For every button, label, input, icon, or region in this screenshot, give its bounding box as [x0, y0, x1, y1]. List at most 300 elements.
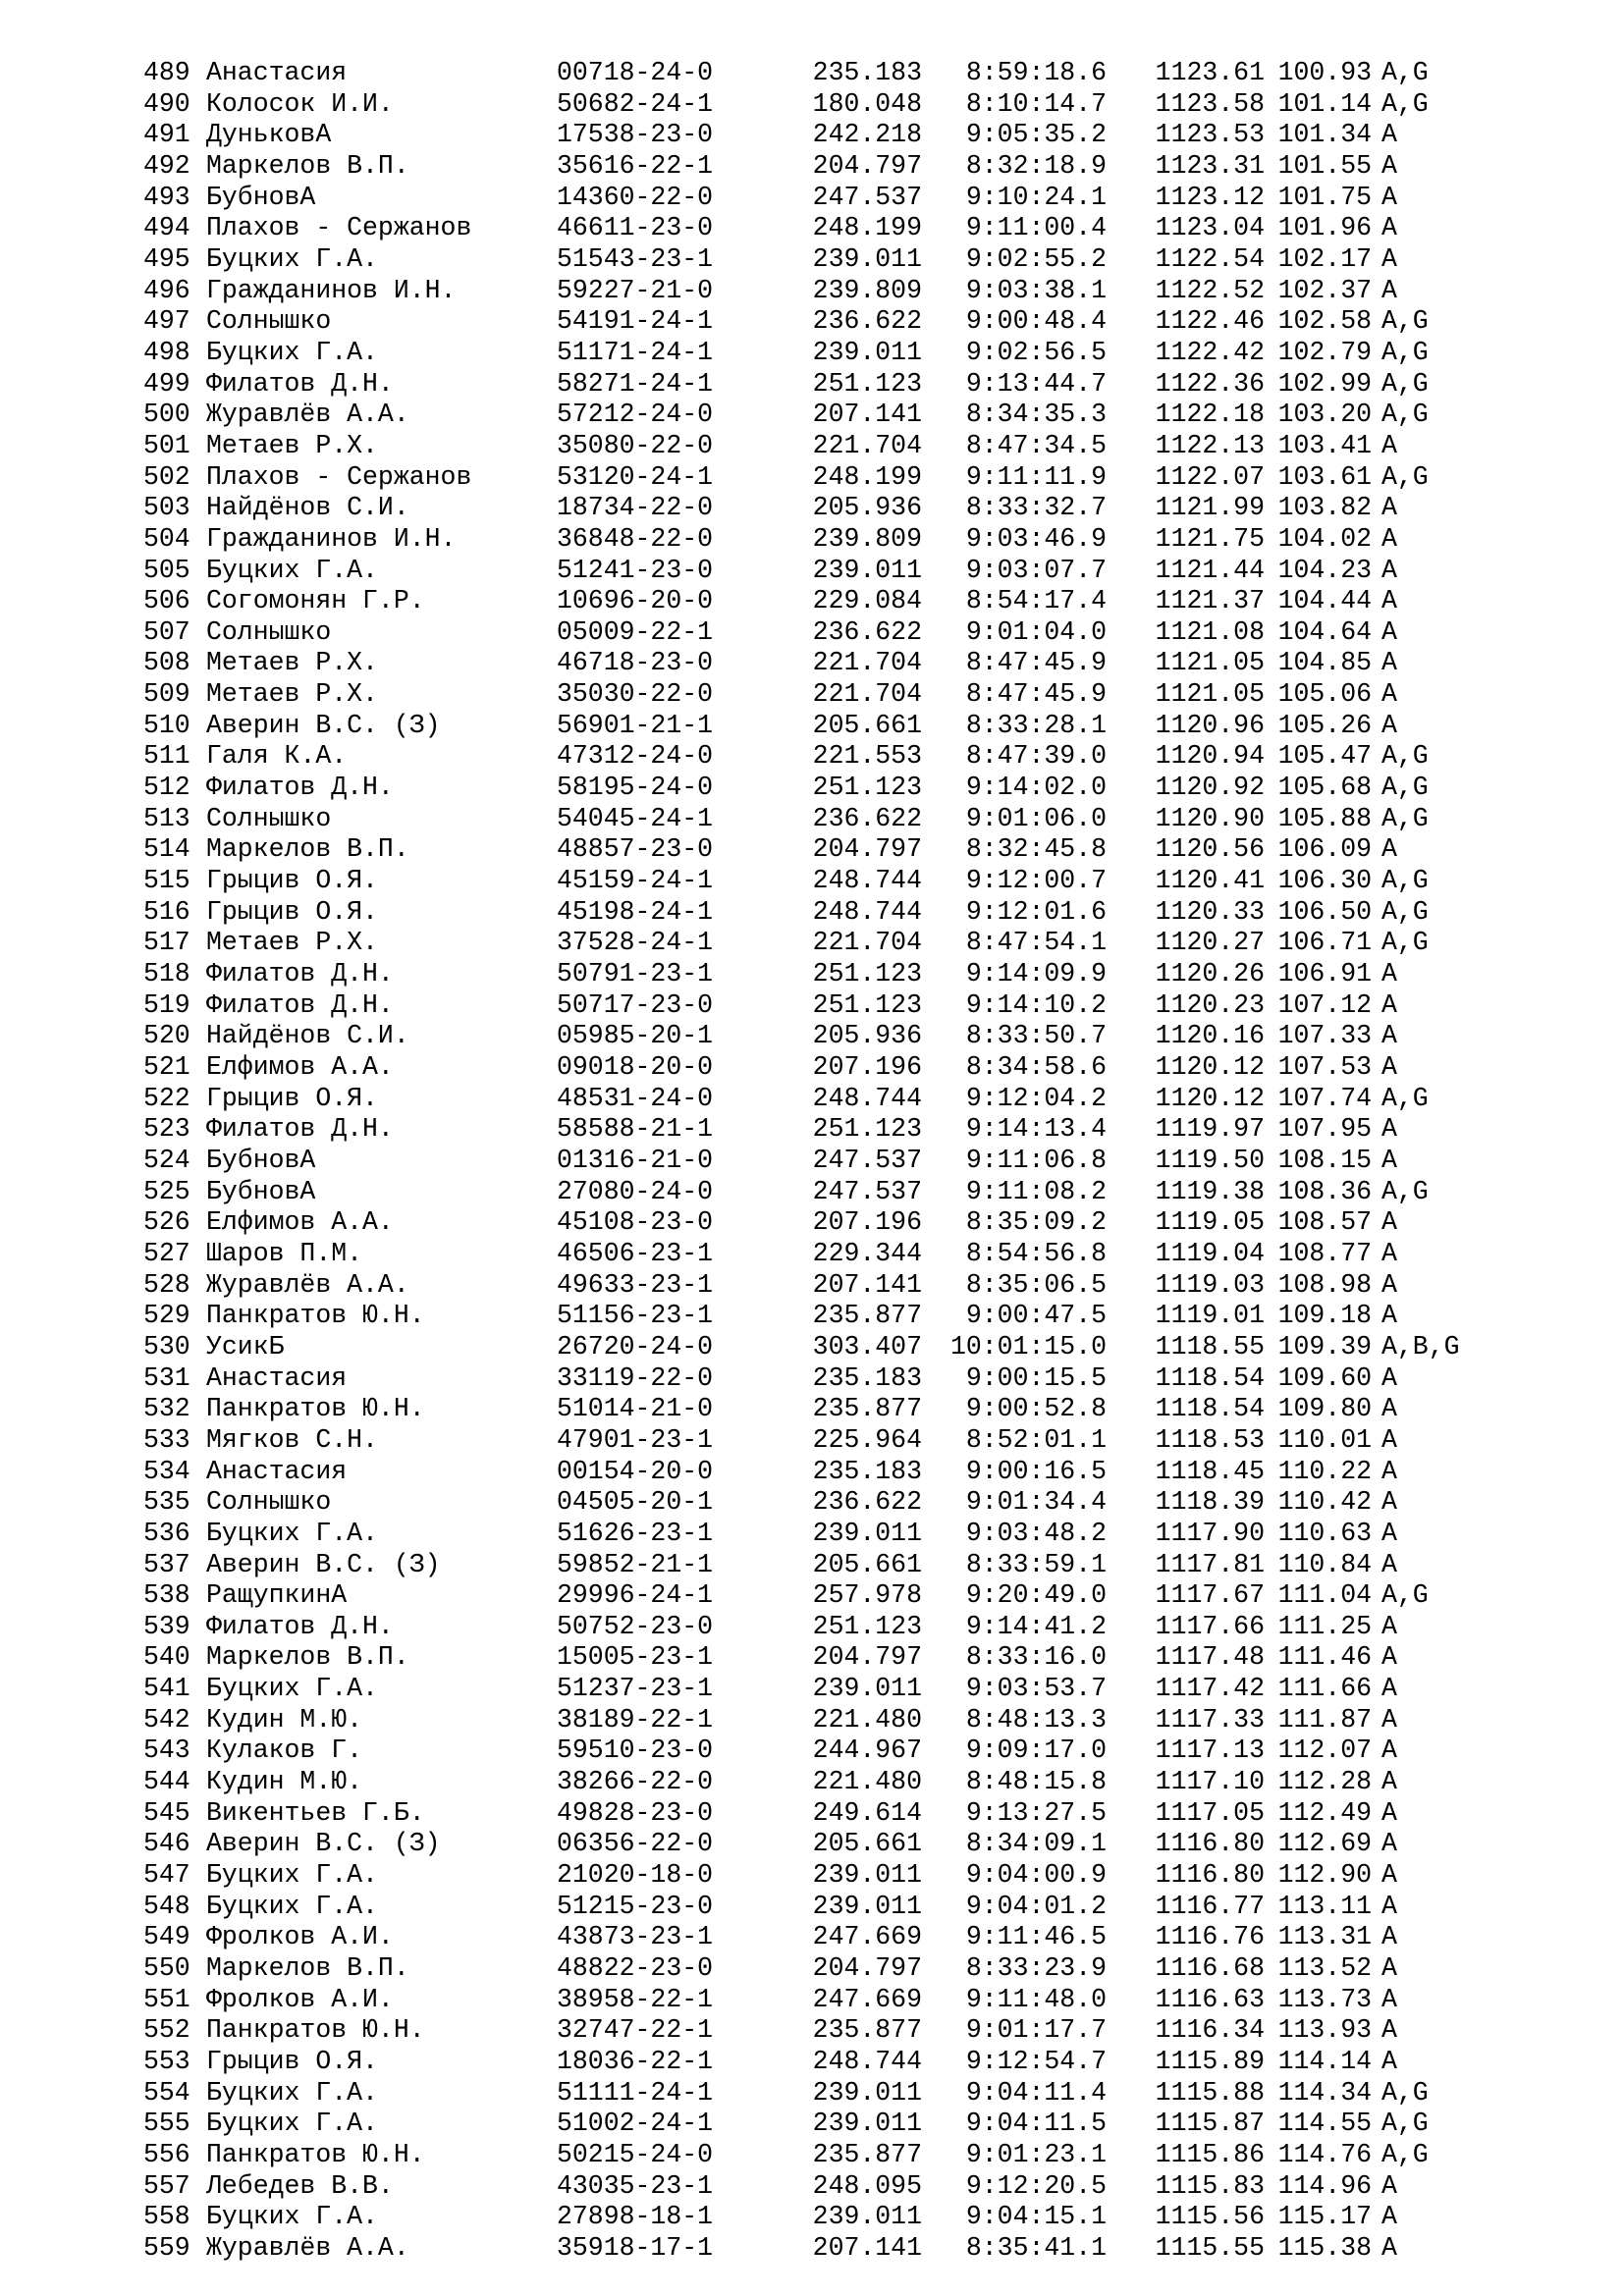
speed-cell: 1122.46 — [1155, 306, 1265, 337]
speed-cell: 1119.01 — [1155, 1301, 1265, 1331]
table-row — [143, 1519, 1499, 1550]
table-row — [143, 1953, 1499, 1985]
distance-cell: 251.123 — [812, 989, 922, 1020]
fancier-name-cell: Солнышко — [206, 306, 332, 337]
place-cell: 532 — [143, 1394, 190, 1424]
place-cell: 501 — [143, 430, 190, 460]
ring-number-cell: 57212-24-0 — [557, 400, 714, 430]
arrival-time-cell: 9:04:11.4 — [965, 2077, 1107, 2108]
ring-number-cell: 21020-18-0 — [557, 1860, 714, 1891]
speed-cell: 1119.38 — [1155, 1176, 1265, 1206]
table-row — [143, 2233, 1499, 2265]
ring-number-cell: 05985-20-1 — [557, 1021, 714, 1051]
speed-cell: 1118.39 — [1155, 1487, 1265, 1518]
place-cell: 552 — [143, 2015, 190, 2046]
fancier-name-cell: БубновА — [206, 1145, 316, 1175]
ring-number-cell: 35080-22-0 — [557, 430, 714, 460]
fancier-name-cell: Панкратов Ю.Н. — [206, 1394, 425, 1424]
distance-cell: 204.797 — [812, 150, 922, 181]
fancier-name-cell: Гражданинов И.Н. — [206, 275, 457, 305]
flags-cell: A,G — [1381, 1083, 1429, 1113]
speed-cell: 1116.77 — [1155, 1891, 1265, 1921]
distance-cell: 205.661 — [812, 710, 922, 740]
flags-cell: A — [1381, 1611, 1397, 1641]
table-row — [143, 1922, 1499, 1953]
flags-cell: A,G — [1381, 2139, 1429, 2169]
ring-number-cell: 27080-24-0 — [557, 1176, 714, 1206]
flags-cell: A — [1381, 989, 1397, 1020]
coefficient-cell: 114.76 — [1277, 2139, 1372, 2169]
flags-cell: A — [1381, 1674, 1397, 1704]
ring-number-cell: 29996-24-1 — [557, 1580, 714, 1611]
ring-number-cell: 51156-23-1 — [557, 1301, 714, 1331]
distance-cell: 180.048 — [812, 88, 922, 119]
place-cell: 556 — [143, 2139, 190, 2169]
flags-cell: A — [1381, 710, 1397, 740]
distance-cell: 221.480 — [812, 1767, 922, 1797]
coefficient-cell: 114.14 — [1277, 2047, 1372, 2076]
flags-cell: A,G — [1381, 773, 1429, 803]
table-row — [143, 1177, 1499, 1208]
flags-cell: A — [1381, 1860, 1397, 1891]
distance-cell: 207.141 — [812, 2232, 922, 2263]
flags-cell: A,G — [1381, 461, 1429, 492]
ring-number-cell: 58195-24-0 — [557, 773, 714, 803]
fancier-name-cell: БубновА — [206, 182, 316, 212]
table-row — [143, 1363, 1499, 1395]
flags-cell: A — [1381, 616, 1397, 647]
fancier-name-cell: Панкратов Ю.Н. — [206, 2015, 425, 2046]
speed-cell: 1122.52 — [1155, 275, 1265, 305]
coefficient-cell: 115.17 — [1277, 2202, 1372, 2232]
flags-cell: A,G — [1381, 306, 1429, 337]
speed-cell: 1116.80 — [1155, 1860, 1265, 1891]
coefficient-cell: 101.34 — [1277, 120, 1372, 150]
distance-cell: 207.196 — [812, 1207, 922, 1238]
place-cell: 509 — [143, 679, 190, 710]
ring-number-cell: 15005-23-1 — [557, 1642, 714, 1673]
coefficient-cell: 107.33 — [1277, 1021, 1372, 1051]
coefficient-cell: 108.36 — [1277, 1176, 1372, 1206]
arrival-time-cell: 9:00:47.5 — [965, 1301, 1107, 1331]
coefficient-cell: 104.85 — [1277, 648, 1372, 678]
speed-cell: 1122.36 — [1155, 368, 1265, 399]
flags-cell: A — [1381, 275, 1397, 305]
speed-cell: 1120.12 — [1155, 1052, 1265, 1082]
fancier-name-cell: Анастасия — [206, 1362, 348, 1393]
table-row — [143, 431, 1499, 462]
arrival-time-cell: 9:14:09.9 — [965, 959, 1107, 989]
ring-number-cell: 50791-23-1 — [557, 959, 714, 989]
arrival-time-cell: 9:04:11.5 — [965, 2109, 1107, 2139]
arrival-time-cell: 9:14:02.0 — [965, 773, 1107, 803]
ring-number-cell: 49633-23-1 — [557, 1269, 714, 1300]
ring-number-cell: 38266-22-0 — [557, 1767, 714, 1797]
flags-cell: A,G — [1381, 803, 1429, 833]
table-row — [143, 617, 1499, 649]
ring-number-cell: 35918-17-1 — [557, 2232, 714, 2263]
flags-cell: A — [1381, 1549, 1397, 1579]
speed-cell: 1122.54 — [1155, 243, 1265, 274]
distance-cell: 205.661 — [812, 1829, 922, 1859]
coefficient-cell: 103.41 — [1277, 430, 1372, 460]
fancier-name-cell: Галя К.А. — [206, 741, 348, 772]
speed-cell: 1120.41 — [1155, 866, 1265, 896]
place-cell: 540 — [143, 1642, 190, 1673]
speed-cell: 1123.12 — [1155, 182, 1265, 212]
place-cell: 495 — [143, 243, 190, 274]
arrival-time-cell: 9:13:44.7 — [965, 368, 1107, 399]
table-row — [143, 1301, 1499, 1332]
speed-cell: 1119.05 — [1155, 1207, 1265, 1238]
speed-cell: 1120.90 — [1155, 803, 1265, 833]
place-cell: 543 — [143, 1735, 190, 1766]
distance-cell: 248.199 — [812, 461, 922, 492]
coefficient-cell: 113.73 — [1277, 1984, 1372, 2014]
place-cell: 542 — [143, 1704, 190, 1735]
coefficient-cell: 107.95 — [1277, 1114, 1372, 1145]
speed-cell: 1117.10 — [1155, 1767, 1265, 1797]
table-row — [143, 897, 1499, 929]
speed-cell: 1123.58 — [1155, 88, 1265, 119]
ring-number-cell: 51215-23-0 — [557, 1891, 714, 1921]
ring-number-cell: 00718-24-0 — [557, 58, 714, 87]
distance-cell: 221.704 — [812, 648, 922, 678]
table-row — [143, 183, 1499, 214]
arrival-time-cell: 9:03:46.9 — [965, 523, 1107, 554]
table-row — [143, 866, 1499, 897]
flags-cell: A,G — [1381, 337, 1429, 367]
speed-cell: 1122.42 — [1155, 337, 1265, 367]
speed-cell: 1119.97 — [1155, 1114, 1265, 1145]
flags-cell: A — [1381, 2015, 1397, 2046]
speed-cell: 1123.04 — [1155, 213, 1265, 243]
flags-cell: A — [1381, 1767, 1397, 1797]
coefficient-cell: 112.07 — [1277, 1735, 1372, 1766]
flags-cell: A — [1381, 834, 1397, 865]
ring-number-cell: 54045-24-1 — [557, 803, 714, 833]
ring-number-cell: 43873-23-1 — [557, 1922, 714, 1952]
place-cell: 511 — [143, 741, 190, 772]
arrival-time-cell: 9:00:52.8 — [965, 1394, 1107, 1424]
arrival-time-cell: 9:00:16.5 — [965, 1456, 1107, 1486]
fancier-name-cell: Филатов Д.Н. — [206, 989, 394, 1020]
coefficient-cell: 107.74 — [1277, 1083, 1372, 1113]
fancier-name-cell: Буцких Г.А. — [206, 1674, 378, 1704]
table-row — [143, 1985, 1499, 2016]
arrival-time-cell: 9:01:04.0 — [965, 616, 1107, 647]
speed-cell: 1121.44 — [1155, 555, 1265, 585]
fancier-name-cell: Филатов Д.Н. — [206, 1611, 394, 1641]
coefficient-cell: 105.88 — [1277, 803, 1372, 833]
fancier-name-cell: Плахов - Сержанов — [206, 461, 472, 492]
speed-cell: 1115.87 — [1155, 2109, 1265, 2139]
table-row — [143, 1580, 1499, 1612]
fancier-name-cell: Журавлёв А.А. — [206, 2232, 409, 2263]
speed-cell: 1117.67 — [1155, 1580, 1265, 1611]
fancier-name-cell: Маркелов В.П. — [206, 1642, 409, 1673]
distance-cell: 247.537 — [812, 1176, 922, 1206]
speed-cell: 1118.55 — [1155, 1331, 1265, 1362]
ring-number-cell: 48822-23-0 — [557, 1953, 714, 1984]
speed-cell: 1117.42 — [1155, 1674, 1265, 1704]
speed-cell: 1120.96 — [1155, 710, 1265, 740]
fancier-name-cell: РащупкинА — [206, 1580, 348, 1611]
fancier-name-cell: Панкратов Ю.Н. — [206, 2139, 425, 2169]
speed-cell: 1122.07 — [1155, 461, 1265, 492]
table-row — [143, 959, 1499, 990]
flags-cell: A — [1381, 1207, 1397, 1238]
speed-cell: 1123.31 — [1155, 150, 1265, 181]
coefficient-cell: 102.99 — [1277, 368, 1372, 399]
table-row — [143, 89, 1499, 121]
speed-cell: 1116.63 — [1155, 1984, 1265, 2014]
arrival-time-cell: 9:02:56.5 — [965, 337, 1107, 367]
fancier-name-cell: Панкратов Ю.Н. — [206, 1301, 425, 1331]
ring-number-cell: 59227-21-0 — [557, 275, 714, 305]
coefficient-cell: 105.47 — [1277, 741, 1372, 772]
place-cell: 533 — [143, 1424, 190, 1455]
distance-cell: 248.199 — [812, 213, 922, 243]
speed-cell: 1123.53 — [1155, 120, 1265, 150]
flags-cell: A — [1381, 1487, 1397, 1518]
flags-cell: A — [1381, 430, 1397, 460]
table-row — [143, 338, 1499, 369]
arrival-time-cell: 9:11:06.8 — [965, 1145, 1107, 1175]
ring-number-cell: 45198-24-1 — [557, 896, 714, 927]
ring-number-cell: 50215-24-0 — [557, 2139, 714, 2169]
ring-number-cell: 50717-23-0 — [557, 989, 714, 1020]
distance-cell: 251.123 — [812, 368, 922, 399]
coefficient-cell: 101.55 — [1277, 150, 1372, 181]
fancier-name-cell: Фролков А.И. — [206, 1922, 394, 1952]
distance-cell: 205.661 — [812, 1549, 922, 1579]
speed-cell: 1120.56 — [1155, 834, 1265, 865]
fancier-name-cell: Буцких Г.А. — [206, 1891, 378, 1921]
coefficient-cell: 107.53 — [1277, 1052, 1372, 1082]
distance-cell: 239.011 — [812, 1674, 922, 1704]
coefficient-cell: 102.37 — [1277, 275, 1372, 305]
ring-number-cell: 56901-21-1 — [557, 710, 714, 740]
fancier-name-cell: Грыцив О.Я. — [206, 896, 378, 927]
ring-number-cell: 49828-23-0 — [557, 1797, 714, 1828]
arrival-time-cell: 9:00:15.5 — [965, 1362, 1107, 1393]
ring-number-cell: 46718-23-0 — [557, 648, 714, 678]
arrival-time-cell: 8:33:28.1 — [965, 710, 1107, 740]
table-row — [143, 1487, 1499, 1519]
distance-cell: 207.141 — [812, 1269, 922, 1300]
ring-number-cell: 53120-24-1 — [557, 461, 714, 492]
flags-cell: A — [1381, 1642, 1397, 1673]
fancier-name-cell: Солнышко — [206, 1487, 332, 1518]
distance-cell: 236.622 — [812, 306, 922, 337]
distance-cell: 207.141 — [812, 400, 922, 430]
speed-cell: 1120.92 — [1155, 773, 1265, 803]
place-cell: 534 — [143, 1456, 190, 1486]
speed-cell: 1118.45 — [1155, 1456, 1265, 1486]
ring-number-cell: 14360-22-0 — [557, 182, 714, 212]
arrival-time-cell: 8:54:56.8 — [965, 1238, 1107, 1268]
arrival-time-cell: 9:01:23.1 — [965, 2139, 1107, 2169]
flags-cell: A — [1381, 1518, 1397, 1548]
fancier-name-cell: Метаев Р.Х. — [206, 430, 378, 460]
speed-cell: 1116.76 — [1155, 1922, 1265, 1952]
arrival-time-cell: 9:03:53.7 — [965, 1674, 1107, 1704]
distance-cell: 247.537 — [812, 1145, 922, 1175]
place-cell: 524 — [143, 1145, 190, 1175]
fancier-name-cell: Метаев Р.Х. — [206, 679, 378, 710]
coefficient-cell: 112.49 — [1277, 1797, 1372, 1828]
ring-number-cell: 48531-24-0 — [557, 1083, 714, 1113]
ring-number-cell: 32747-22-1 — [557, 2015, 714, 2046]
table-row — [143, 276, 1499, 307]
coefficient-cell: 106.09 — [1277, 834, 1372, 865]
arrival-time-cell: 8:33:32.7 — [965, 493, 1107, 523]
distance-cell: 204.797 — [812, 1642, 922, 1673]
table-row — [143, 1021, 1499, 1052]
flags-cell: A — [1381, 150, 1397, 181]
place-cell: 548 — [143, 1891, 190, 1921]
place-cell: 503 — [143, 493, 190, 523]
arrival-time-cell: 9:02:55.2 — [965, 243, 1107, 274]
distance-cell: 248.095 — [812, 2170, 922, 2201]
place-cell: 531 — [143, 1362, 190, 1393]
distance-cell: 221.704 — [812, 679, 922, 710]
arrival-time-cell: 9:00:48.4 — [965, 306, 1107, 337]
table-row — [143, 1207, 1499, 1239]
flags-cell: A,G — [1381, 58, 1429, 87]
table-row — [143, 1052, 1499, 1084]
fancier-name-cell: Кудин М.Ю. — [206, 1704, 363, 1735]
speed-cell: 1117.48 — [1155, 1642, 1265, 1673]
fancier-name-cell: Грыцив О.Я. — [206, 2047, 378, 2076]
coefficient-cell: 103.20 — [1277, 400, 1372, 430]
place-cell: 493 — [143, 182, 190, 212]
table-row — [143, 493, 1499, 524]
flags-cell: A — [1381, 213, 1397, 243]
fancier-name-cell: Анастасия — [206, 1456, 348, 1486]
coefficient-cell: 102.58 — [1277, 306, 1372, 337]
place-cell: 536 — [143, 1518, 190, 1548]
table-row — [143, 804, 1499, 835]
ring-number-cell: 10696-20-0 — [557, 586, 714, 616]
distance-cell: 303.407 — [812, 1331, 922, 1362]
flags-cell: A — [1381, 1704, 1397, 1735]
distance-cell: 235.877 — [812, 2015, 922, 2046]
speed-cell: 1116.34 — [1155, 2015, 1265, 2046]
coefficient-cell: 109.18 — [1277, 1301, 1372, 1331]
table-row — [143, 2109, 1499, 2140]
place-cell: 530 — [143, 1331, 190, 1362]
place-cell: 558 — [143, 2202, 190, 2232]
fancier-name-cell: Солнышко — [206, 803, 332, 833]
speed-cell: 1117.90 — [1155, 1518, 1265, 1548]
fancier-name-cell: Кудин М.Ю. — [206, 1767, 363, 1797]
flags-cell: A — [1381, 1922, 1397, 1952]
fancier-name-cell: Буцких Г.А. — [206, 2077, 378, 2108]
arrival-time-cell: 8:35:06.5 — [965, 1269, 1107, 1300]
speed-cell: 1122.18 — [1155, 400, 1265, 430]
ring-number-cell: 46506-23-1 — [557, 1238, 714, 1268]
arrival-time-cell: 9:04:01.2 — [965, 1891, 1107, 1921]
fancier-name-cell: Найдёнов С.И. — [206, 1021, 409, 1051]
place-cell: 547 — [143, 1860, 190, 1891]
flags-cell: A,G — [1381, 1580, 1429, 1611]
place-cell: 551 — [143, 1984, 190, 2014]
speed-cell: 1119.04 — [1155, 1238, 1265, 1268]
arrival-time-cell: 9:10:24.1 — [965, 182, 1107, 212]
flags-cell: A — [1381, 1238, 1397, 1268]
fancier-name-cell: Журавлёв А.А. — [206, 1269, 409, 1300]
fancier-name-cell: Филатов Д.Н. — [206, 959, 394, 989]
ring-number-cell: 51002-24-1 — [557, 2109, 714, 2139]
distance-cell: 221.553 — [812, 741, 922, 772]
distance-cell: 221.704 — [812, 928, 922, 958]
distance-cell: 239.011 — [812, 1518, 922, 1548]
flags-cell: A — [1381, 679, 1397, 710]
table-row — [143, 1114, 1499, 1146]
ring-number-cell: 00154-20-0 — [557, 1456, 714, 1486]
ring-number-cell: 51111-24-1 — [557, 2077, 714, 2108]
coefficient-cell: 103.82 — [1277, 493, 1372, 523]
place-cell: 499 — [143, 368, 190, 399]
arrival-time-cell: 8:34:35.3 — [965, 400, 1107, 430]
flags-cell: A — [1381, 493, 1397, 523]
distance-cell: 239.011 — [812, 2077, 922, 2108]
fancier-name-cell: УсикБ — [206, 1331, 285, 1362]
fancier-name-cell: Филатов Д.Н. — [206, 773, 394, 803]
results-body — [143, 58, 1499, 2265]
fancier-name-cell: Викентьев Г.Б. — [206, 1797, 425, 1828]
ring-number-cell: 45159-24-1 — [557, 866, 714, 896]
flags-cell: A — [1381, 1021, 1397, 1051]
table-row — [143, 462, 1499, 494]
place-cell: 521 — [143, 1052, 190, 1082]
place-cell: 520 — [143, 1021, 190, 1051]
speed-cell: 1121.99 — [1155, 493, 1265, 523]
table-row — [143, 213, 1499, 244]
speed-cell: 1119.03 — [1155, 1269, 1265, 1300]
place-cell: 505 — [143, 555, 190, 585]
distance-cell: 239.011 — [812, 2202, 922, 2232]
arrival-time-cell: 9:11:00.4 — [965, 213, 1107, 243]
table-row — [143, 1270, 1499, 1302]
distance-cell: 251.123 — [812, 959, 922, 989]
place-cell: 491 — [143, 120, 190, 150]
ring-number-cell: 51237-23-1 — [557, 1674, 714, 1704]
fancier-name-cell: Буцких Г.А. — [206, 1860, 378, 1891]
distance-cell: 207.196 — [812, 1052, 922, 1082]
arrival-time-cell: 9:03:07.7 — [965, 555, 1107, 585]
arrival-time-cell: 8:48:15.8 — [965, 1767, 1107, 1797]
flags-cell: A — [1381, 120, 1397, 150]
fancier-name-cell: Елфимов А.А. — [206, 1052, 394, 1082]
arrival-time-cell: 8:54:17.4 — [965, 586, 1107, 616]
arrival-time-cell: 9:12:04.2 — [965, 1083, 1107, 1113]
place-cell: 526 — [143, 1207, 190, 1238]
coefficient-cell: 112.28 — [1277, 1767, 1372, 1797]
speed-cell: 1120.12 — [1155, 1083, 1265, 1113]
coefficient-cell: 109.80 — [1277, 1394, 1372, 1424]
coefficient-cell: 106.30 — [1277, 866, 1372, 896]
speed-cell: 1115.86 — [1155, 2139, 1265, 2169]
speed-cell: 1121.05 — [1155, 648, 1265, 678]
speed-cell: 1119.50 — [1155, 1145, 1265, 1175]
flags-cell: A — [1381, 1891, 1397, 1921]
arrival-time-cell: 9:12:00.7 — [965, 866, 1107, 896]
arrival-time-cell: 8:52:01.1 — [965, 1424, 1107, 1455]
table-row — [143, 1829, 1499, 1860]
